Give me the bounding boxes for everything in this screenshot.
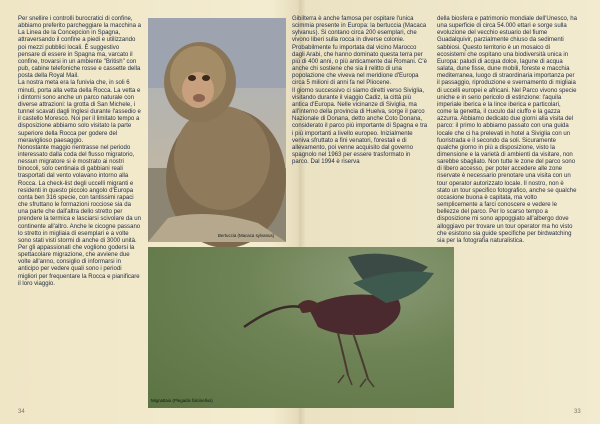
- caption-ibis: Mignattaio (Plegadis falcinellus): [151, 398, 213, 403]
- photo-barbary-macaque: [148, 18, 286, 242]
- ibis-illustration: [148, 247, 454, 408]
- page-number-right: 33: [574, 409, 581, 415]
- text-column-right: della biosfera e patrimonio mondiale dell'Unesco, ha una superficie di circa 54.000 ettari e sorge sulla evoluzione del vecchio estuario del fiume Guadalquivir, parzialmente chiuso da sedimenti sabbiosi. Questo territorio è un mosaico di ecosistemi che ospitano una biodiversità unica in Europa: paludi di acqua dolce, lagune di acqua salata, dune fisse, dune mobili, foreste e macchia mediterranea, luogo di straordinaria importanza per il passaggio, riproduzione e svernamento di migliaia di uccelli europei e africani. Nel Parco vivono specie uniche e in serio pericolo di estinzione: l'aquila imperiale iberica e la lince iberica e particolari, come la genetta, il cuculo dal ciuffo e la gazza azzurra. Abbiamo dedicato due giorni alla visita del parco: il primo lo abbiamo passato con una guida locale che ci ha prelevati in hotel a Siviglia con un fuoristrada e il secondo da soli. Sicuramente qualche giorno in più a disposizione, visto la dimensione e la varietà di ambienti da visitare, non sarebbe sbagliato. Non tutte le zone del parco sono di libero accesso, per poter accedere alle zone riservate è necessario prenotare una visita con un tour operator autorizzato locale. Il nostro, non è stato un tour specifico fotografico, anche se qualche occasione buona è capitata, ma volto semplicemente a farci conoscere e vedere le bellezze del parco. Per lo scarso tempo a disposizione mi sono appoggiato all'albergo dove alloggiavo per trovare un tour operator ma ho visto che esistono sia guide specifiche per birdwatching sia per la fotografia naturalistica.: [437, 16, 579, 244]
- text-column-left: Per snellire i controlli burocratici di confine, abbiamo preferito parcheggiare la macchina a La Linea de la Concepcion in Spagna, attraversando il confine a piedi e utilizzando poi mezzi pubblici locali. È suggestivo pensare di essere in Spagna ma, varcato il confine, trovarsi in un ambiente "British" con pub, cabine telefoniche rosse e cassette della posta della Royal Mail. La nostra meta era la funivia che, in soli 6 minuti, porta alla vetta della Rocca. La vetta e i dintorni sono anche un parco naturale con diverse attrazioni: la grotta di San Michele, i tunnel scavati dagli Inglesi durante l'assedio e il castello Moresco. Noi per il limitato tempo a disposizione abbiamo solo visitato la parte superiore della Rocca per godere del meraviglioso paesaggio. Nonostante maggio rientrasse nel periodo interessato dalla coda del flusso migratorio, nessun migratore si è mostrato ai nostri binocoli, solo centinaia di gabbiani reali trasportati dal vento volavano intorno alla Rocca. La check-list degli uccelli migranti e residenti in questo piccolo angolo d'Europa conta ben 316 specie, con tantissimi rapaci che sfruttano le formazioni rocciose sia da una parte che dall'altra dello stretto per prendere la termica e lasciarsi scivolare da un continente all'altro. Anche le cicogne passano lo stretto in migliaia di esemplari e a volte sono stati visti stormi di anche di 3000 unità. Per gli appassionati che vogliono godersi la spettacolare migrazione, che avviene due volte all'anno, consiglio di informarsi in anticipo per vedere quali sono i periodi migliori per frequentare la Rocca e pianificare il loro viaggio.: [18, 16, 142, 287]
- macaque-illustration: [148, 18, 286, 242]
- caption-macaque: Bertuccia (Macaca sylvanus): [218, 233, 275, 238]
- text-column-middle: Gibilterra è anche famosa per ospitare l'unica scimmia presente in Europa: la bertuccia (Macaca sylvanus). Si contano circa 200 esemplari, che vivono liberi sulla rocca in diverse colonie. Probabilmente fu importata dal vicino Marocco dagli Arabi, che hanno dominato questa terra per più di 400 anni, o più anticamente dai Romani. C'è anche chi sostiene che sia il relitto di una popolazione che viveva nel meridione d'Europa circa 5 milioni di anni fa nel Pliocene. Il giorno successivo ci siamo diretti verso Siviglia, visitando durante il viaggio Cadiz, la città più antica d'Europa. Nelle vicinanze di Siviglia, ma all'interno della provincia di Huelva, sorge il parco Nazionale di Donana, detto anche Coto Donana, considerato il parco più importante di Spagna e tra i più importanti a livello europeo. Inizialmente veniva sfruttato a fini venatori, forestali e di allevamento, poi venne acquisito dal governo spagnolo nel 1963 per essere trasformato in parco. Dal 1994 è riserva: [292, 16, 428, 166]
- photo-glossy-ibis: [148, 247, 454, 408]
- page-number-left: 34: [18, 409, 25, 415]
